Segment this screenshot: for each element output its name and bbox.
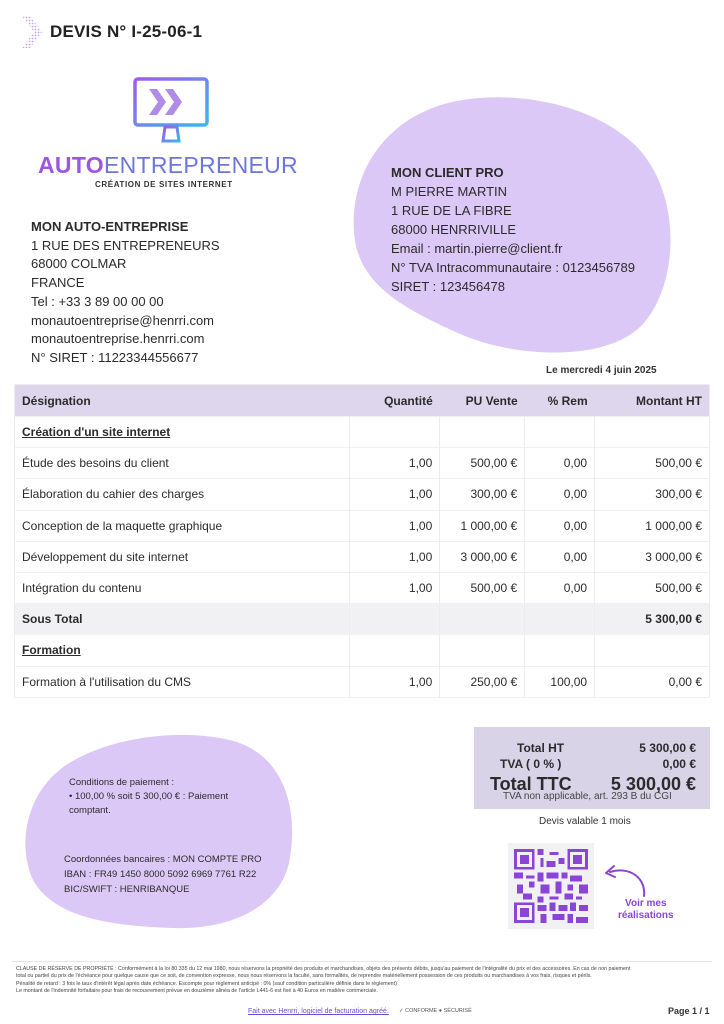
tva-label: TVA ( 0 % ) xyxy=(500,757,562,771)
table-header-row xyxy=(15,385,710,417)
issuer-name: MON AUTO-ENTREPRISE xyxy=(31,219,189,234)
col-discount: % Rem xyxy=(525,385,595,417)
table-row xyxy=(15,541,710,572)
qr-label[interactable] xyxy=(618,898,674,922)
legal-line: Pénalité de retard : 3 fois le taux d'intérêt légal après date échéance. Escompte pour règlement anticipé : 0% (sauf condition particulière définie dans le règlement) xyxy=(16,980,397,987)
cell-total: 3 000,00 € xyxy=(595,541,710,572)
client-address: 1 RUE DE LA FIBRE xyxy=(391,203,512,218)
cell-total: 500,00 € xyxy=(595,572,710,603)
quote-validity: Devis valable 1 mois xyxy=(539,816,631,827)
col-quantity: Quantité xyxy=(350,385,440,417)
made-with-link[interactable]: Fait avec Henrri, logiciel de facturation agréé. xyxy=(248,1008,389,1015)
total-ttc-value: 5 300,00 € xyxy=(610,774,696,794)
tva-note: TVA non applicable, art. 293 B du CGI xyxy=(503,791,672,802)
cell-quantity: 1,00 xyxy=(350,479,440,510)
table-row xyxy=(15,510,710,541)
cell-total: 1 000,00 € xyxy=(595,510,710,541)
bank-account: Coordonnées bancaires : MON COMPTE PRO xyxy=(64,854,262,865)
cell-total: 300,00 € xyxy=(595,479,710,510)
cell-designation: Conception de la maquette graphique xyxy=(22,518,223,533)
cell-designation: Élaboration du cahier des charges xyxy=(22,487,205,502)
cell-unit-price: 3 000,00 € xyxy=(440,541,525,572)
cell-total: 500,00 € xyxy=(595,448,710,479)
client-vat: N° TVA Intracommunautaire : 0123456789 xyxy=(391,260,635,275)
cell-discount: 0,00 xyxy=(525,572,595,603)
issuer-address: 1 RUE DES ENTREPRENEURS xyxy=(31,237,220,253)
legal-line: Le montant de l'indemnité forfaitaire pour frais de recouvrement prévue en douzième alinéa de l'article L441-6 est fixé à 40 Euros en matière commerciale. xyxy=(16,987,378,994)
page-number: Page 1 / 1 xyxy=(668,1006,710,1016)
total-ht-value: 5 300,00 € xyxy=(639,741,696,755)
table-row xyxy=(15,572,710,603)
legal-line: CLAUSE DE RÉSERVE DE PROPRIÉTÉ : Conformément à la loi 80.335 du 12 mai 1980, nous réservons la propriété des produits et marchandises, objets des présents débits, jusqu'au paiement de l'intégralité du prix et des accessoires. En cas de non paiement xyxy=(16,966,631,972)
table-row xyxy=(15,448,710,479)
qr-label-line: réalisations xyxy=(618,910,674,921)
conditions-background-blob xyxy=(22,728,294,933)
conditions-line: comptant. xyxy=(69,805,111,816)
issuer-block xyxy=(31,218,220,368)
cell-discount: 0,00 xyxy=(525,541,595,572)
bank-details xyxy=(64,852,261,897)
client-name: MON CLIENT PRO xyxy=(391,165,504,180)
compliance-badges xyxy=(399,1008,472,1014)
tva-value: 0,00 € xyxy=(662,757,696,771)
cell-designation: Développement du site internet xyxy=(22,549,189,564)
conditions-title: Conditions de paiement : xyxy=(69,777,175,788)
section-row xyxy=(15,635,710,666)
logo-tagline: CRÉATION DE SITES INTERNET xyxy=(95,180,233,189)
cell-quantity: 1,00 xyxy=(350,510,440,541)
cell-discount: 0,00 xyxy=(525,510,595,541)
cell-designation: Formation à l'utilisation du CMS xyxy=(22,674,192,689)
total-ht-label: Total HT xyxy=(517,741,565,755)
badge-securise: SÉCURISÉ xyxy=(443,1008,472,1014)
legal-line: total ou partiel du prix de l'échéance pour quelque cause que ce soit, de convention expresse, nous nous réservons la faculté, sans formalités, de reprendre matériellement possession de ces produits ou marchandises à vos frais, risques et périls. xyxy=(16,973,592,980)
logo-wordmark xyxy=(38,152,298,179)
logo-word-entrepreneur: ENTREPRENEUR xyxy=(103,152,298,178)
qr-code-icon[interactable] xyxy=(514,849,588,923)
chevron-logo-icon xyxy=(22,16,42,48)
footer-divider xyxy=(12,961,712,962)
document-title: DEVIS N° I-25-06-1 xyxy=(50,22,203,41)
cell-unit-price: 300,00 € xyxy=(440,479,525,510)
client-siret: SIRET : 123456478 xyxy=(391,279,505,294)
subtotal-label: Sous Total xyxy=(15,604,350,635)
subtotal-row xyxy=(15,604,710,635)
legal-notice xyxy=(16,966,712,995)
cell-discount: 0,00 xyxy=(525,448,595,479)
issuer-siret: N° SIRET : 11223344556677 xyxy=(31,349,199,365)
subtotal-value: 5 300,00 € xyxy=(595,604,710,635)
issuer-phone: Tel : +33 3 89 00 00 00 xyxy=(31,293,164,309)
client-block xyxy=(391,163,635,296)
client-contact: M PIERRE MARTIN xyxy=(391,184,508,199)
cell-discount: 0,00 xyxy=(525,479,595,510)
payment-conditions xyxy=(69,776,279,818)
cell-total: 0,00 € xyxy=(595,666,710,697)
monitor-logo-icon xyxy=(133,77,209,151)
bank-bic: BIC/SWIFT : HENRIBANQUE xyxy=(64,884,190,895)
table-row xyxy=(15,479,710,510)
client-city: 68000 HENRRIVILLE xyxy=(391,222,517,237)
lock-icon: ● xyxy=(438,1008,443,1014)
section-row xyxy=(15,417,710,448)
table-row xyxy=(15,666,710,697)
logo-word-auto: AUTO xyxy=(38,152,104,178)
cell-unit-price: 1 000,00 € xyxy=(440,510,525,541)
client-email: Email : martin.pierre@client.fr xyxy=(391,241,563,256)
issuer-email[interactable]: monautoentreprise@henrri.com xyxy=(31,312,215,328)
col-unit-price: PU Vente xyxy=(440,385,525,417)
cell-unit-price: 500,00 € xyxy=(440,572,525,603)
col-total: Montant HT xyxy=(595,385,710,417)
curved-arrow-icon xyxy=(598,862,654,902)
badge-conforme: CONFORME xyxy=(405,1008,438,1014)
total-ttc-label: Total TTC xyxy=(490,774,572,794)
cell-quantity: 1,00 xyxy=(350,448,440,479)
cell-designation: Intégration du contenu xyxy=(22,581,142,596)
section-title: Formation xyxy=(22,643,81,658)
cell-unit-price: 250,00 € xyxy=(440,666,525,697)
quote-table xyxy=(14,384,710,698)
check-icon: ✓ xyxy=(399,1008,404,1014)
col-designation: Désignation xyxy=(15,385,350,417)
cell-discount: 100,00 xyxy=(525,666,595,697)
bank-iban: IBAN : FR49 1450 8000 5092 6969 7761 R22 xyxy=(64,869,257,880)
qr-label-line: Voir mes xyxy=(625,898,667,909)
cell-quantity: 1,00 xyxy=(350,541,440,572)
quote-date: Le mercredi 4 juin 2025 xyxy=(546,365,657,376)
cell-quantity: 1,00 xyxy=(350,666,440,697)
section-title: Création d'un site internet xyxy=(22,425,171,440)
cell-quantity: 1,00 xyxy=(350,572,440,603)
cell-unit-price: 500,00 € xyxy=(440,448,525,479)
issuer-country: FRANCE xyxy=(31,275,85,291)
issuer-city: 68000 COLMAR xyxy=(31,256,127,272)
conditions-line: • 100,00 % soit 5 300,00 € : Paiement xyxy=(69,791,229,802)
cell-designation: Étude des besoins du client xyxy=(22,456,169,471)
issuer-website[interactable]: monautoentreprise.henrri.com xyxy=(31,331,205,347)
